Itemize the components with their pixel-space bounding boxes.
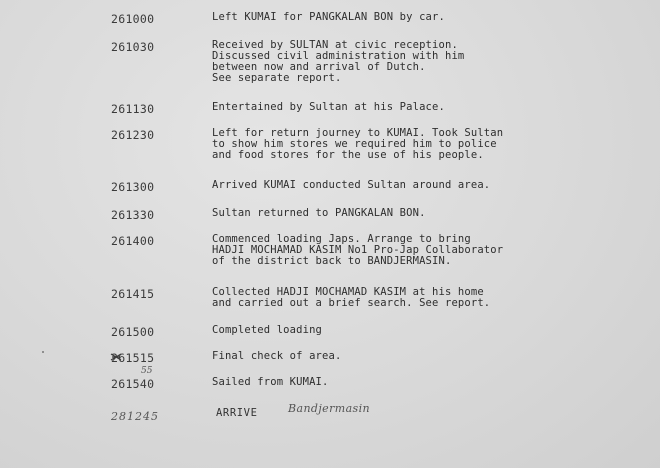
entry-time: 261515 xyxy=(111,351,155,365)
overtype-mark xyxy=(110,352,122,362)
entry-time: 261330 xyxy=(111,208,155,222)
entry-time: 261230 xyxy=(111,128,155,142)
final-entry-place: Bandjermasin xyxy=(288,402,370,415)
entry-text: Collected HADJI MOCHAMAD KASIM at his home and carried out a brief search. See report. xyxy=(212,286,491,309)
entry-time: 261415 xyxy=(111,287,155,301)
entry-time: 261400 xyxy=(111,234,155,248)
entry-text: Commenced loading Japs. Arrange to bring HADJI MOCHAMAD KASIM No1 Pro-Jap Collaborator of the district back to BANDJERMASIN. xyxy=(212,233,504,267)
handwritten-correction: 55 xyxy=(141,366,153,376)
entry-text: Arrived KUMAI conducted Sultan around area. xyxy=(212,179,491,191)
entry-time: 261300 xyxy=(111,180,155,194)
final-entry-label: ARRIVE xyxy=(216,407,258,419)
entry-text: Sailed from KUMAI. xyxy=(212,376,329,388)
entry-time: 261130 xyxy=(111,102,155,116)
entry-time: 261030 xyxy=(111,40,155,54)
entry-text: Received by SULTAN at civic reception. Discussed civil administration with him between now and arrival of Dutch. See separate report. xyxy=(212,39,465,84)
ink-speck xyxy=(42,351,44,353)
entry-text: Sultan returned to PANGKALAN BON. xyxy=(212,207,426,219)
entry-text: Left for return journey to KUMAI. Took Sultan to show him stores we required him to police and food stores for the use of his people. xyxy=(212,127,504,161)
entry-text: Left KUMAI for PANGKALAN BON by car. xyxy=(212,11,445,23)
entry-text: Entertained by Sultan at his Palace. xyxy=(212,101,445,113)
entry-time: 261540 xyxy=(111,377,155,391)
entry-text: Completed loading xyxy=(212,324,323,336)
entry-text: Final check of area. xyxy=(212,350,342,362)
final-entry-time: 281245 xyxy=(111,410,159,423)
entry-time: 261000 xyxy=(111,12,155,26)
entry-time: 261500 xyxy=(111,325,155,339)
